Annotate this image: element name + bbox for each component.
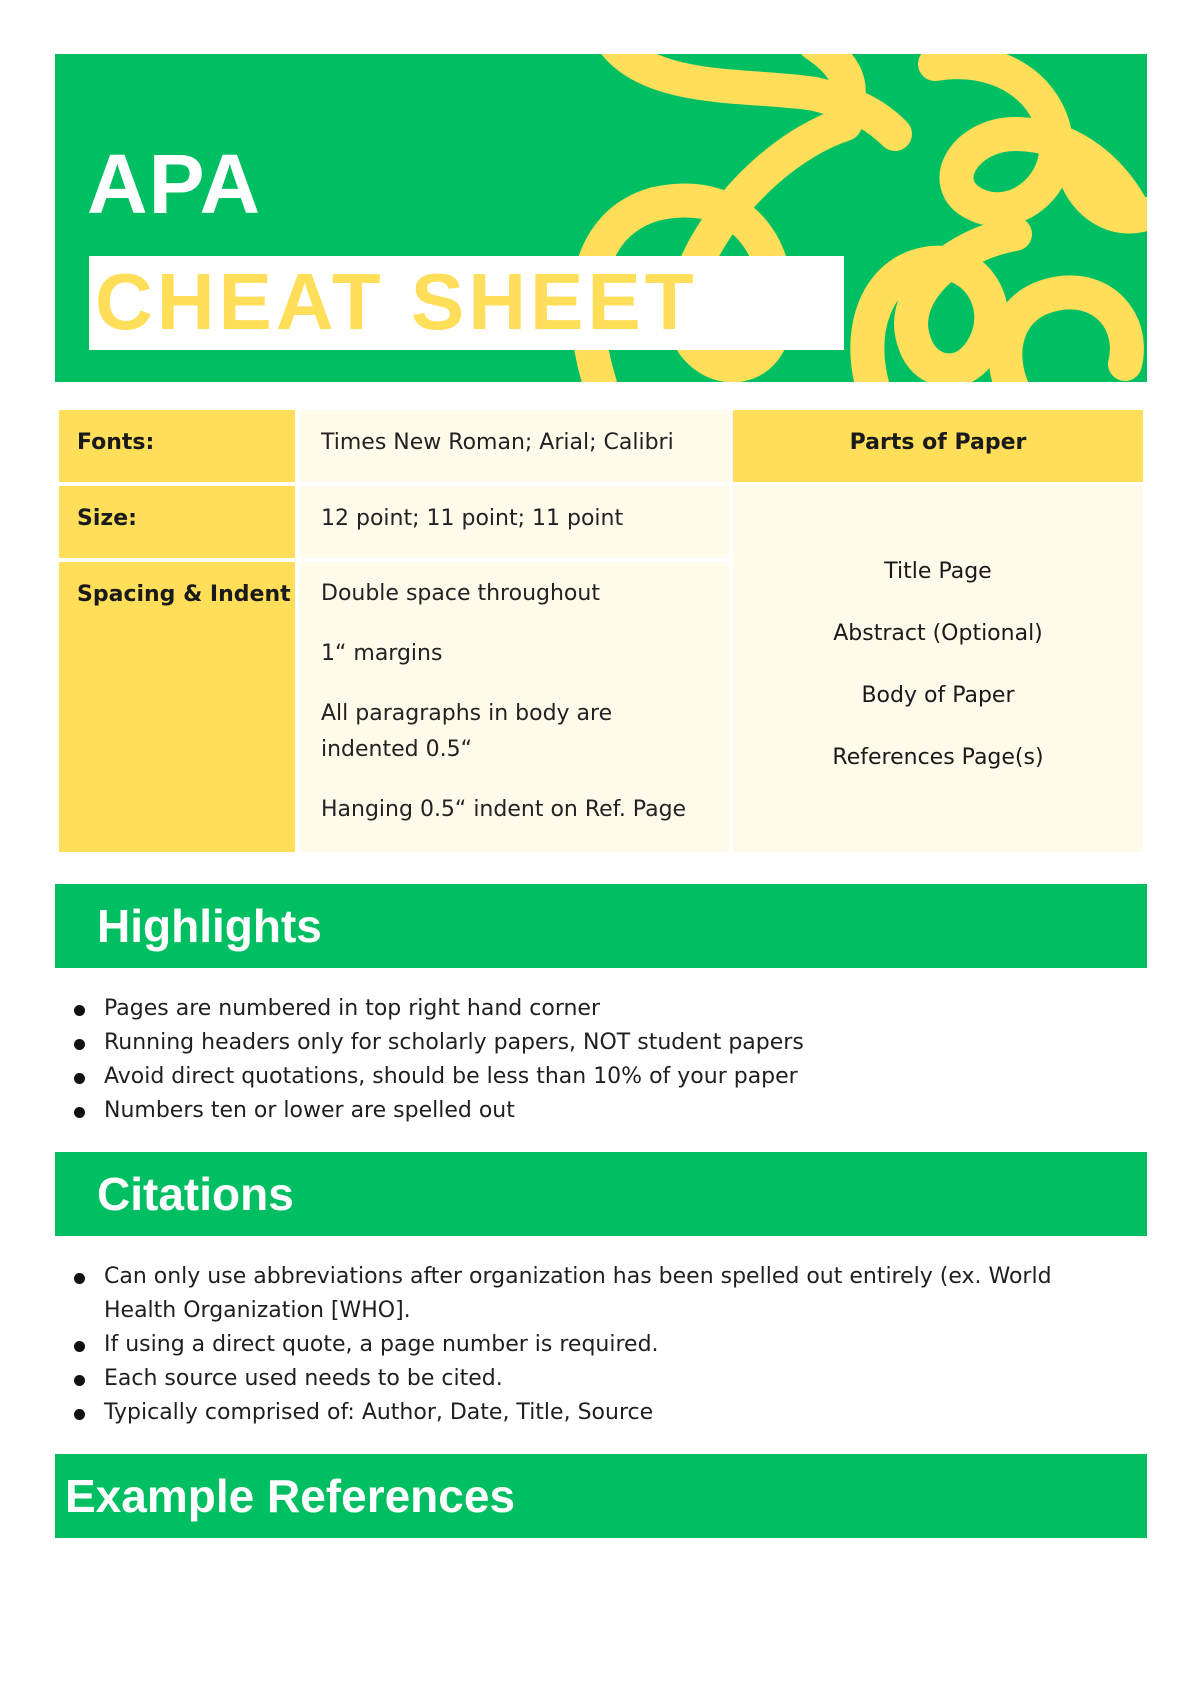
size-value [299,486,729,558]
spacing-line-3: All paragraphs in body are indented 0.5“ [321,701,613,762]
list-item: Avoid direct quotations, should be less than 10% of your paper [74,1060,1124,1094]
references-title: Example References [65,1470,516,1522]
part-item: Body of Paper [861,683,1015,708]
part-item: Title Page [884,559,992,584]
spacing-label: Spacing & Indent [59,562,295,852]
size-value-text: 12 point; 11 point; 11 point [321,506,624,531]
list-item: Typically comprised of: Author, Date, Title, Source [74,1396,1114,1430]
list-item: Running headers only for scholarly papers, NOT student papers [74,1026,1124,1060]
fonts-value [299,410,729,482]
list-item: Each source used needs to be cited. [74,1362,1114,1396]
parts-of-paper-list [733,486,1143,852]
citations-list [74,1260,1114,1430]
part-item: Abstract (Optional) [833,621,1043,646]
spacing-line-1: Double space throughout [321,581,600,606]
highlights-title: Highlights [97,900,322,952]
highlights-header [55,884,1147,968]
references-header [55,1454,1147,1538]
spacing-line-2: 1“ margins [321,641,443,666]
citations-header [55,1152,1147,1236]
spacing-value [299,562,729,852]
list-item: Pages are numbered in top right hand corner [74,992,1124,1026]
title-apa: APA [87,137,262,231]
part-item: References Page(s) [832,745,1044,770]
spacing-line-4: Hanging 0.5“ indent on Ref. Page [321,797,687,822]
citations-title: Citations [97,1168,294,1220]
fonts-label: Fonts: [59,410,295,482]
title-cheat-sheet: CHEAT SHEET [95,257,698,346]
fonts-value-text: Times New Roman; Arial; Calibri [321,430,674,455]
header-banner [55,54,1147,382]
list-item: Can only use abbreviations after organization has been spelled out entirely (ex. World Health Organization [WHO]. [74,1260,1114,1328]
list-item: Numbers ten or lower are spelled out [74,1094,1124,1128]
size-label: Size: [59,486,295,558]
parts-of-paper-header: Parts of Paper [733,410,1143,482]
list-item: If using a direct quote, a page number is required. [74,1328,1114,1362]
highlights-list [74,992,1124,1128]
